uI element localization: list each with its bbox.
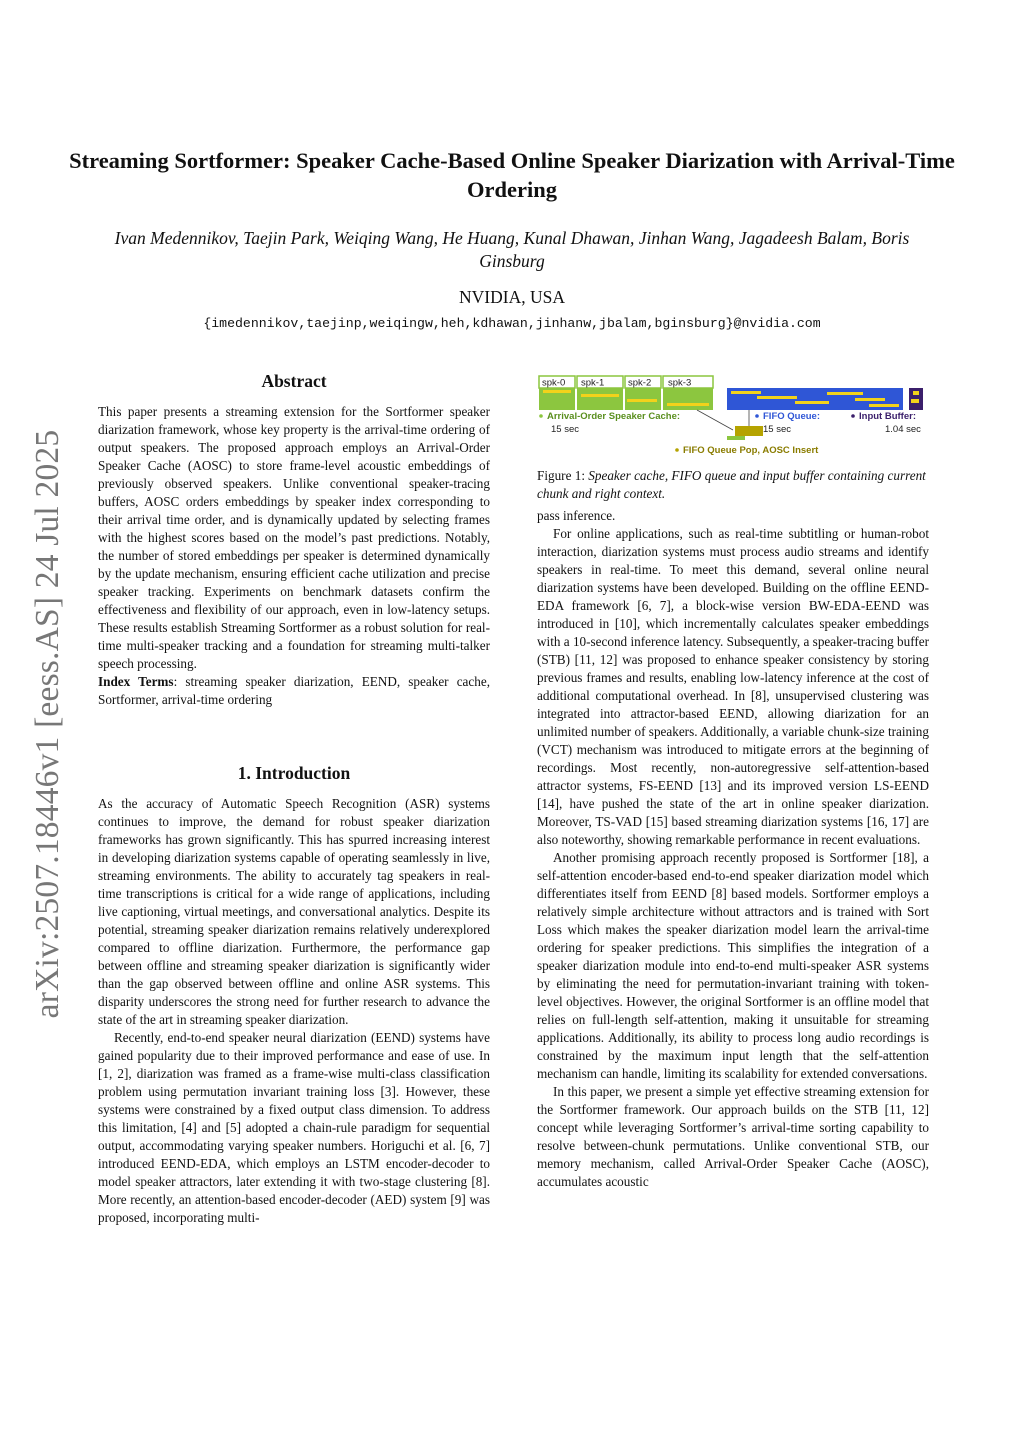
intro-paragraph: Another promising approach recently proposed is Sortformer [18], a self-attention encoder-based end-to-end speaker diarization model which differentiates itself from EEND [8] based models. Sortformer employs a relatively simple architecture without attractors and is trained with Sort Loss which makes the speaker diarization model learn the arrival-time ordering for speaker predictions. This simplifies the integration of a speaker diarization module into end-to-end multi-speaker ASR systems by eliminating the need for permutation-invariant training with token-level objectives. However, the original Sortformer is an offline model that relies on full-length self-attention, making it unsuitable for streaming applications. Additionally, its ability to process long audio recordings is constrained by the maximum input length that the self-attention mechanism can handle, limiting its scalability for extended conversations. — [537, 850, 929, 1081]
introduction-body-right — [537, 507, 929, 1191]
intro-paragraph: In this paper, we present a simple yet effective streaming extension for the Sortformer framework. Our approach builds on the STB [11, 12] concept while leveraging Sortformer’s arrival-time sorting capability to resolve between-chunk permutations. Unlike conventional STB, our memory mechanism, called Arrival-Order Speaker Cache (AOSC), accumulates acoustic — [537, 1084, 929, 1189]
intro-paragraph: Recently, end-to-end speaker neural diarization (EEND) systems have gained popularity due to their improved performance and ease of use. In [1, 2], diarization was framed as a frame-wise multi-class classification problem using permutation invariant training loss [3]. However, these systems were constrained by a fixed output class dimension. To address this limitation, [4] and [5] adopted a chain-rule paradigm for sequential output, accommodating varying speaker numbers. Horiguchi et al. [6, 7] introduced EEND-EDA, which employs an LSTM encoder-decoder to model speaker attractors, later extending it with two-stage clustering [8]. More recently, an attention-based encoder-decoder (AED) system [9] was proposed, incorporating multi- — [98, 1030, 490, 1225]
cache-duration: 15 sec — [551, 424, 579, 435]
abstract-text: This paper presents a streaming extension for the Sortformer speaker diarization framework, whose key property is the arrival-time ordering of output speakers. The proposed approach employs an Arrival-Order Speaker Cache (AOSC) to store frame-level acoustic embeddings of previously observed speakers. Unlike conventional speaker-tracing buffers, AOSC orders embeddings by speaker index corresponding to their arrival time order, and is dynamically updated by selecting frames with the highest scores based on the model’s past predictions. Notably, the number of stored embeddings per speaker is determined dynamically by the update mechanism, ensuring efficient cache utilization and precise speaker tracking. Experiments on benchmark datasets confirm the effectiveness and flexibility of our approach, even in low-latency setups. These results establish Streaming Sortformer as a robust solution for real-time multi-speaker tracking and a foundation for streaming multi-talker speech processing. — [98, 404, 490, 671]
speaker-label-2: spk-2 — [628, 377, 652, 389]
speaker-label-3: spk-3 — [668, 377, 692, 389]
affiliation: NVIDIA, USA — [459, 287, 565, 307]
cache-bullet — [539, 414, 543, 418]
index-terms — [98, 673, 490, 709]
input-label: Input Buffer: — [859, 411, 916, 422]
speaker-label-1: spk-1 — [581, 377, 605, 389]
input-bullet — [851, 414, 855, 418]
fifo-label: FIFO Queue: — [763, 411, 820, 422]
cache-label: Arrival-Order Speaker Cache: — [547, 411, 681, 422]
author-list: Ivan Medennikov, Taejin Park, Weiqing Wang, He Huang, Kunal Dhawan, Jinhan Wang, Jagadeesh Balam, Boris Ginsburg — [114, 228, 910, 271]
arxiv-stamp — [30, 418, 66, 1030]
introduction-body-left — [98, 795, 490, 1227]
intro-paragraph: As the accuracy of Automatic Speech Recognition (ASR) systems continues to improve, the demand for robust speaker diarization frameworks has grown significantly. This has spurred increasing interest in developing diarization systems capable of operating seamlessly in live, streaming environments. The ability to accurately tag speakers in real-time transcriptions is critical for a wide range of applications, including live captioning, virtual meetings, and conversational analytics. Despite its potential, streaming speaker diarization remains relatively underexplored compared to offline diarization. Furthermore, the performance gap between offline and streaming speaker diarization is significantly wider than the gap observed between offline and online ASR systems. This disparity underscores the strong need for further research to advance the state of the art in streaming speaker diarization. — [98, 796, 490, 1027]
fifo-pop-block — [735, 426, 763, 436]
pop-label: FIFO Queue Pop, AOSC Insert — [683, 445, 819, 456]
introduction-heading: 1. Introduction — [237, 763, 351, 783]
figure-1-caption — [537, 467, 929, 503]
fifo-bullet — [755, 414, 759, 418]
pop-arrow-left — [697, 410, 733, 430]
author-emails: {imedennikov,taejinp,weiqingw,heh,kdhawan,jinhanw,jbalam,bginsburg}@nvidia.com — [203, 316, 821, 331]
intro-paragraph: pass inference. — [537, 508, 616, 523]
abstract-heading: Abstract — [261, 371, 327, 391]
paper-title: Streaming Sortformer: Speaker Cache-Based Online Speaker Diarization with Arrival-Time Ordering — [69, 148, 955, 202]
intro-paragraph: For online applications, such as real-time subtitling or human-robot interaction, diarization systems must process audio streams and identify speakers in real-time. To meet this demand, several online neural diarization systems have been developed. Building on the offline EEND-EDA framework [6, 7], a block-wise version BW-EDA-EEND was introduced in [10], which incrementally calculates speaker embeddings with a 10-second inference latency. Subsequently, a speaker-tracing buffer (STB) [11, 12] was proposed to enhance speaker consistency by storing previous frames and results, enabling low-latency inference at the cost of additional computational overhead. In [8], unsupervised clustering was integrated into attractor-based EEND, allowing diarization for an unlimited number of speakers. Additionally, a variable chunk-size training (VCT) mechanism was introduced to mitigate errors at the beginning of recordings. Most recently, non-autoregressive self-attention-based attractor systems, FS-EEND [13] and its improved version LS-EEND [14], have pushed the state of the art in online speaker diarization. Moreover, TS-VAD [15] based streaming diarization systems [16, 17] are also noteworthy, showing remarkable performance in recent evaluations. — [537, 526, 929, 847]
aosc-insert-block — [727, 436, 745, 440]
speaker-label-0: spk-0 — [542, 377, 566, 389]
index-terms-text: : streaming speaker diarization, EEND, speaker cache, Sortformer, arrival-time ordering — [98, 674, 491, 707]
arxiv-stamp-text: arXiv:2507.18446v1 [eess.AS] 24 Jul 2025 — [29, 429, 66, 1019]
pop-bullet — [675, 448, 679, 452]
abstract-body — [98, 403, 490, 709]
figure-1-diagram — [537, 372, 929, 464]
caption-text: Speaker cache, FIFO queue and input buffer containing current chunk and right context. — [537, 468, 926, 501]
input-duration: 1.04 sec — [885, 424, 921, 435]
index-terms-label: Index Terms — [98, 674, 174, 689]
fifo-duration: 15 sec — [763, 424, 791, 435]
caption-prefix: Figure 1: — [537, 468, 589, 483]
